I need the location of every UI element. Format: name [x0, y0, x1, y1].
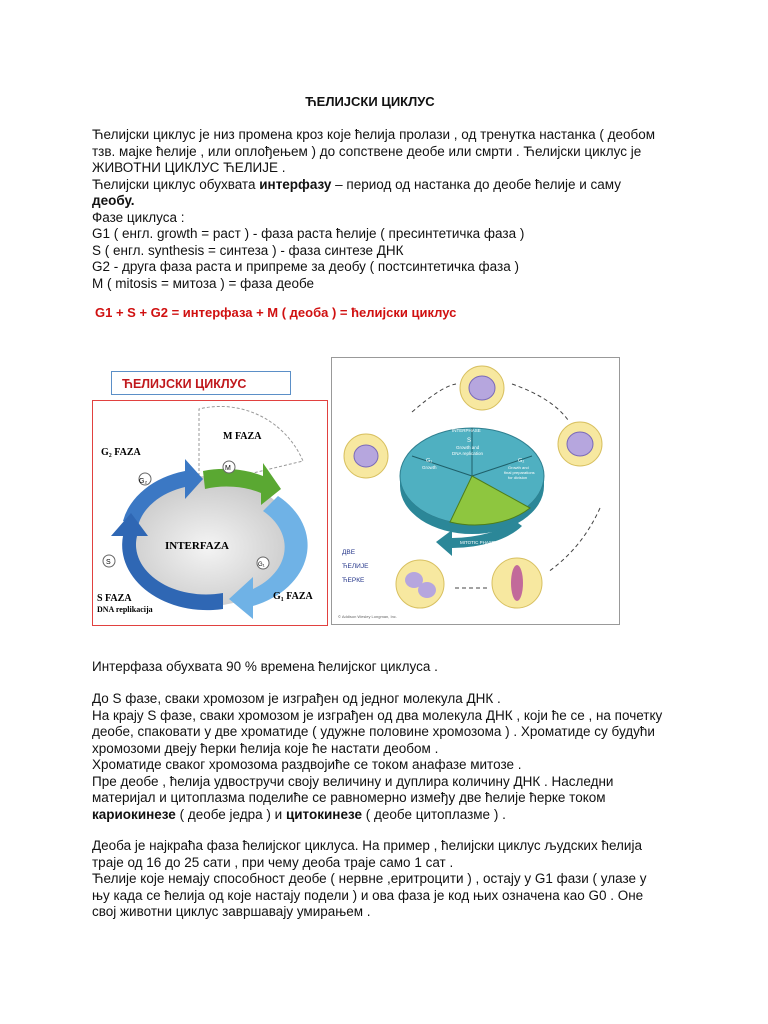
text-line: Ћелије које немају способност деобе ( нервне ,еритроцити ) , остају у G1 фази ( улазе у: [92, 871, 647, 886]
text-line: [92, 177, 692, 194]
cell-left: [344, 434, 388, 478]
text-line: На крају S фазе, сваки хромозом је изграђен од два молекула ДНК , који ће се , на почетку: [92, 707, 663, 723]
g1-marker-label: G₁: [258, 562, 265, 568]
g2-sublabel2: final preparations: [504, 470, 535, 475]
interphase-label: INTERPHASE: [452, 428, 481, 433]
cell-right: [558, 422, 602, 466]
mitotic-label: MITOTIC PHASE: [460, 540, 495, 545]
phase-m: M ( mitosis = митоза ) = фаза деобе: [92, 275, 315, 291]
phase-g1: G1 ( енгл. growth = раст ) - фаза раста ћелије ( пресинтетичка фаза ): [92, 226, 525, 241]
text-line: материјал и цитоплазма поделиће се равномерно између две ћелије ћерке током: [92, 790, 606, 805]
g1-label: G₁: [426, 458, 433, 464]
dashed-arrow: [412, 384, 456, 412]
dna-replication-label: DNA replikacija: [97, 605, 153, 614]
text-span: ( деобе цитоплазме ) .: [362, 806, 506, 822]
g2-sublabel: Growth and: [508, 465, 529, 470]
intro-paragraph: [92, 127, 692, 292]
phase-s: S ( енгл. synthesis = синтеза ) - фаза синтезе ДНК: [92, 242, 404, 258]
text-line: Хроматиде сваког хромозома раздвојиће се током анафазе митозе .: [92, 757, 522, 772]
daughter-cells-label-2: ЋЕЛИЈЕ: [342, 563, 369, 570]
s-sublabel2: DNA replication: [452, 451, 484, 456]
text-line: Пре деобе , ћелија удвостручи своју величину и дуплира количину ДНК . Наследни: [92, 773, 614, 789]
text-span: – период од настанка до деобе ћелије и саму: [331, 176, 621, 192]
text-line: деобе, спаковати у две хроматиде ( удужне половине хромозома ) . Хроматиде су будући: [92, 724, 655, 739]
g2-phase-label: G₂ FAZA: [101, 447, 141, 458]
text-line: [92, 807, 692, 824]
page-title: ЋЕЛИЈСКИ ЦИКЛУС: [305, 94, 435, 109]
s-label: S: [467, 438, 472, 444]
text-line: Ћелијски циклус је низ промена кроз које ћелија пролази , од тренутка настанка ( деобом: [92, 127, 656, 142]
interphase-duration: Интерфаза обухвата 90 % времена ћелијског циклуса .: [92, 659, 438, 674]
text-line: свој животни циклус завршавају умирањем .: [92, 904, 371, 919]
phases-heading: Фазе циклуса :: [92, 209, 185, 225]
cell-cycle-diagram-right: [331, 357, 620, 625]
figure-label: ЋЕЛИЈСКИ ЦИКЛУС: [111, 371, 291, 395]
bold-term: кариокинезе: [92, 806, 176, 822]
text-span: ( деобе једра ) и: [175, 806, 286, 822]
cell-spindle: [492, 558, 542, 608]
bold-term: интерфазу: [259, 176, 332, 192]
text-line: ЖИВОТНИ ЦИКЛУС ЋЕЛИЈЕ .: [92, 160, 286, 175]
m-phase-label: M FAZA: [223, 431, 262, 442]
text-line: Деоба је најкраћа фаза ћелијског циклуса. На пример , ћелијски циклус људских ћелија: [92, 838, 642, 853]
cell-cycle-svg-right: [332, 358, 619, 624]
s-marker-label: S: [106, 559, 111, 566]
s-phase-label: S FAZA: [97, 593, 132, 604]
text-line: хромозоми двеју ћерки ћелија које ће настати деобом .: [92, 740, 439, 756]
text-line: њу када се ћелија од које настају подели ) и ова фаза је код њих означена као G0 . Оне: [92, 887, 644, 903]
text-line: траје од 16 до 25 сати , при чему деоба траје само 1 сат .: [92, 854, 454, 870]
text-line: тзв. мајке ћелије , или оплођењем ) до сопствене деобе или смрти . Ћелијски циклус је: [92, 143, 642, 159]
bold-term: цитокинезе: [285, 806, 362, 822]
phase-g2: G2 - друга фаза раста и припреме за деобу ( постсинтетичка фаза ): [92, 259, 519, 274]
cell-top: [460, 366, 504, 410]
g2-sublabel3: for division: [508, 475, 528, 480]
cell-cycle-diagram-left: [92, 400, 328, 626]
chromosome-paragraph: [92, 691, 692, 823]
m-marker-label: M: [225, 465, 231, 472]
s-sublabel: Growth and: [456, 445, 480, 450]
cycle-formula: G1 + S + G2 = интерфаза + M ( деоба ) = ћелијски циклус: [95, 305, 457, 320]
text-span: Ћелијски циклус обухвата: [92, 176, 260, 192]
g1-phase-label: G₁ FAZA: [273, 591, 313, 602]
division-paragraph: [92, 838, 692, 921]
g1-sublabel: Growth: [422, 465, 437, 470]
dashed-arrow: [512, 384, 568, 420]
g2-marker-label: G₂: [139, 478, 148, 485]
g2-label: G₂: [518, 458, 525, 464]
dashed-arrow: [548, 508, 600, 572]
daughter-cells-label-3: ЋЕРКЕ: [342, 577, 365, 584]
cell-dividing: [396, 560, 444, 608]
daughter-cells-label-1: ДВЕ: [342, 549, 356, 556]
bold-term: деобу.: [92, 193, 135, 208]
cell-cycle-svg-left: [93, 401, 327, 625]
copyright-note: © Addison Wesley Longman, Inc.: [338, 614, 397, 619]
interphase-label: INTERFAZA: [165, 540, 229, 552]
text-line: До S фазе, сваки хромозом је изграђен од једног молекула ДНК .: [92, 691, 501, 706]
